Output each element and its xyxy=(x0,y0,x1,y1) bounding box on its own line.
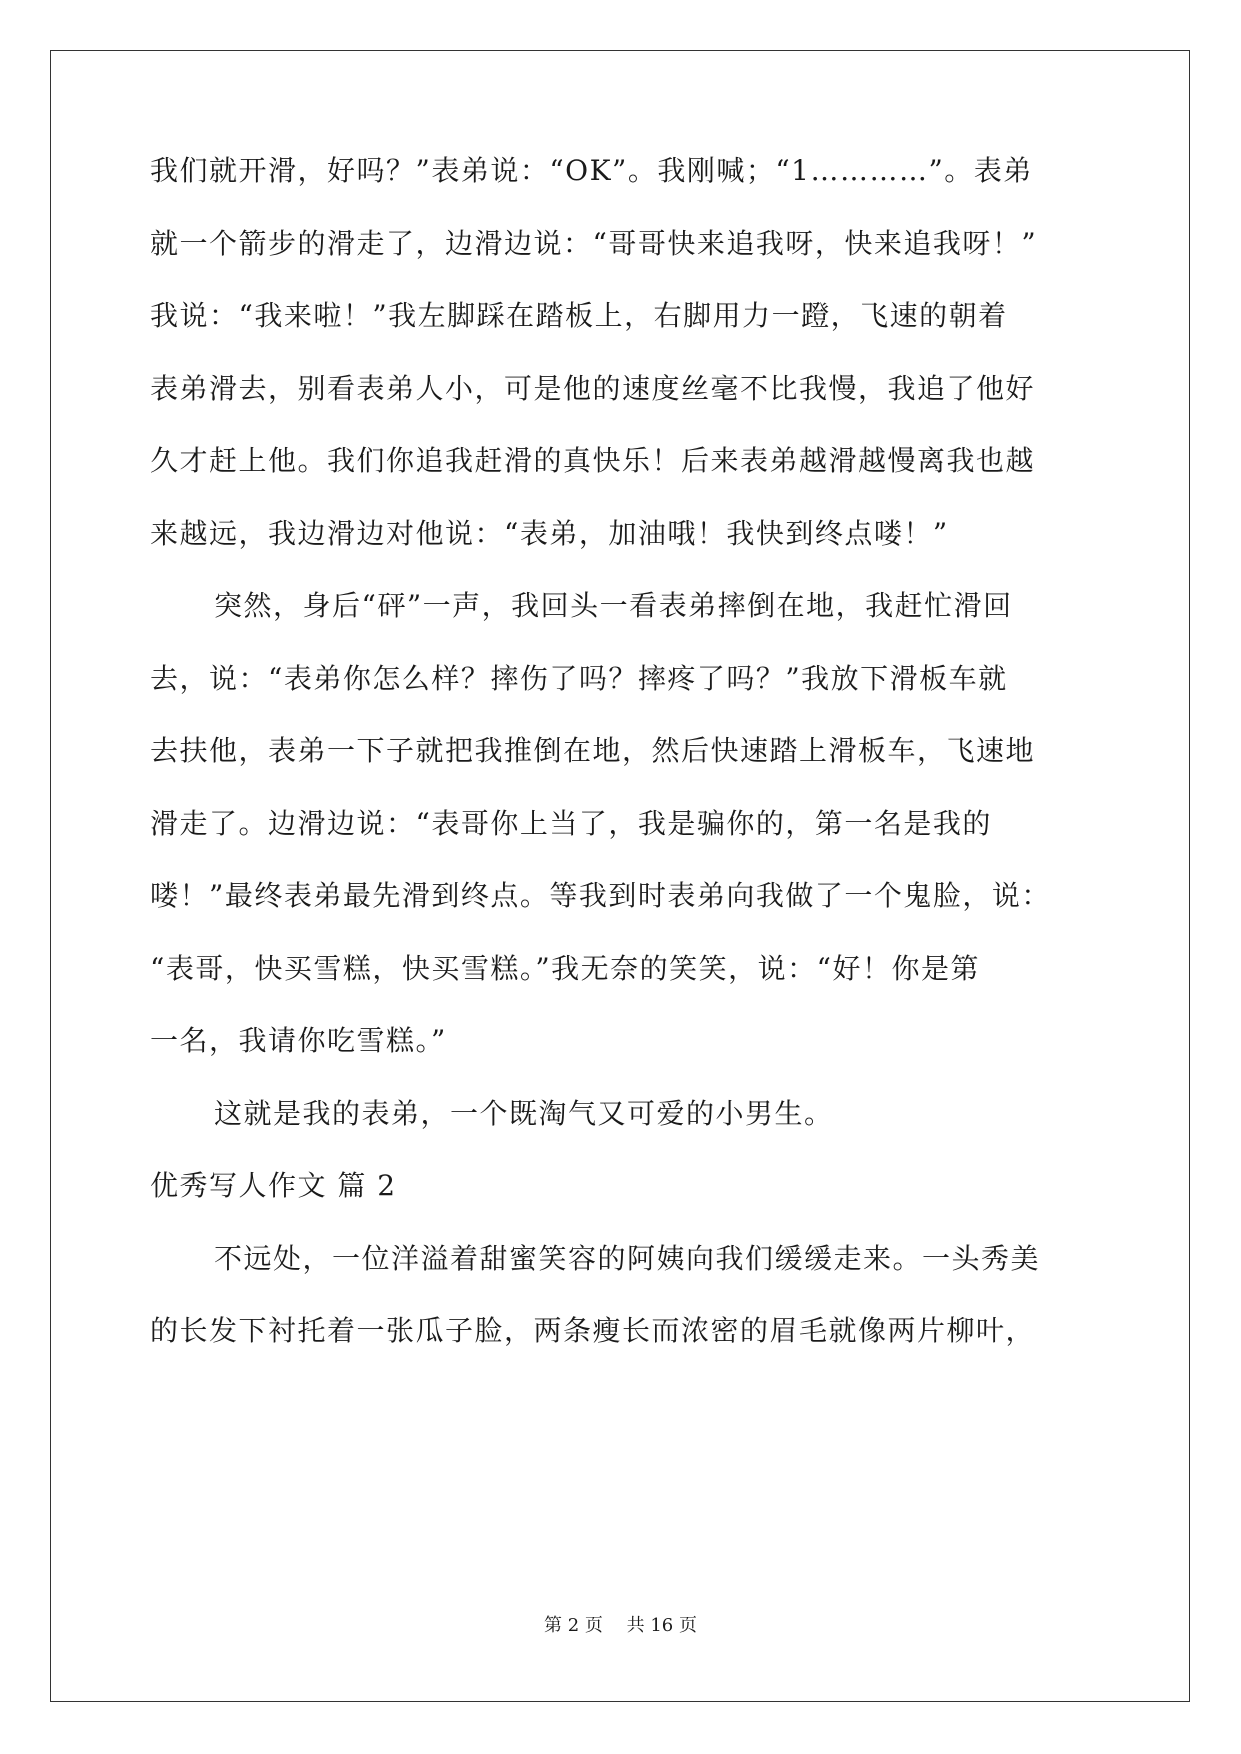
text-line: 的长发下衬托着一张瓜子脸，两条瘦长而浓密的眉毛就像两片柳叶， xyxy=(150,1314,1036,1347)
paragraph-start-line: 突然，身后“砰”一声，我回头一看表弟摔倒在地，我赶忙滑回 xyxy=(214,589,1013,622)
text-line: 就一个箭步的滑走了，边滑边说：“哥哥快来追我呀，快来追我呀！” xyxy=(150,227,1038,260)
text-line: 去，说：“表弟你怎么样？摔伤了吗？摔疼了吗？”我放下滑板车就 xyxy=(150,662,1008,695)
text-line: 去扶他，表弟一下子就把我推倒在地，然后快速踏上滑板车，飞速地 xyxy=(150,734,1036,767)
text-line: 我们就开滑，好吗？”表弟说：“OK”。我刚喊；“1…………”。表弟 xyxy=(150,154,1033,187)
text-line: 滑走了。边滑边说：“表哥你上当了，我是骗你的，第一名是我的 xyxy=(150,807,992,840)
paragraph-start-line: 这就是我的表弟，一个既淘气又可爱的小男生。 xyxy=(214,1097,834,1130)
text-line: 我说：“我来啦！”我左脚踩在踏板上，右脚用力一蹬，飞速的朝着 xyxy=(150,299,1008,332)
text-line: 一名，我请你吃雪糕。” xyxy=(150,1024,447,1057)
text-line: 久才赶上他。我们你追我赶滑的真快乐！后来表弟越滑越慢离我也越 xyxy=(150,444,1036,477)
text-line: 来越远，我边滑边对他说：“表弟，加油哦！我快到终点喽！” xyxy=(150,517,949,550)
page-number-footer: 第 2 页 共 16 页 xyxy=(544,1615,697,1636)
section-heading: 优秀写人作文 篇 2 xyxy=(150,1169,397,1202)
text-line: “表哥，快买雪糕，快买雪糕。”我无奈的笑笑，说：“好！你是第 xyxy=(150,952,980,985)
text-line: 喽！”最终表弟最先滑到终点。等我到时表弟向我做了一个鬼脸，说： xyxy=(150,879,1051,912)
paragraph-start-line: 不远处，一位洋溢着甜蜜笑容的阿姨向我们缓缓走来。一头秀美 xyxy=(214,1242,1041,1275)
text-line: 表弟滑去，别看表弟人小，可是他的速度丝毫不比我慢，我追了他好 xyxy=(150,372,1036,405)
